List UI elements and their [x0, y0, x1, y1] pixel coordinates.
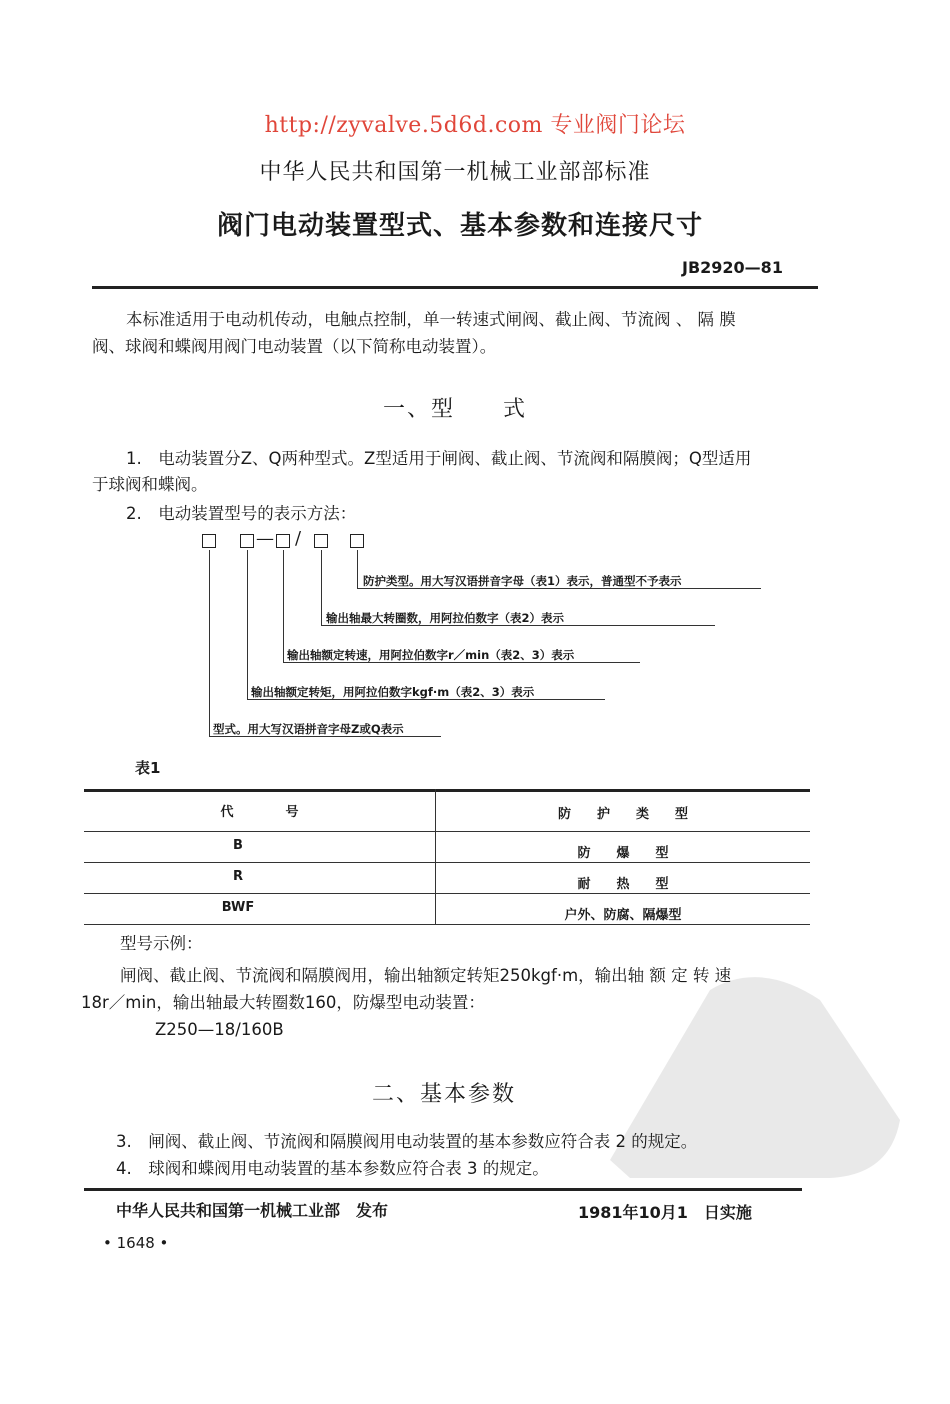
table-row-rule-1 — [84, 862, 810, 863]
annotation-speed: 输出轴额定转速，用阿拉伯数字r／min（表2、3）表示 — [287, 648, 575, 662]
leader-torque — [247, 550, 248, 699]
placeholder-box-type — [202, 534, 216, 548]
leader-type — [209, 550, 210, 736]
item-1-line-2: 于球阀和蝶阀。 — [92, 475, 208, 494]
item-3: 3. 闸阀、截止阀、节流阀和隔膜阀用电动装置的基本参数应符合表 2 的规定。 — [116, 1132, 698, 1151]
table-row-3-code: BWF — [221, 900, 255, 915]
item-4: 4. 球阀和蝶阀用电动装置的基本参数应符合表 3 的规定。 — [116, 1159, 549, 1178]
slash-separator: / — [295, 528, 302, 549]
leader-turns — [321, 550, 322, 625]
item-2: 2. 电动装置型号的表示方法： — [126, 504, 357, 523]
annotation-torque: 输出轴额定转矩，用阿拉伯数字kgf·m（表2、3）表示 — [251, 685, 535, 699]
page-title: 阀门电动装置型式、基本参数和连接尺寸 — [216, 211, 703, 241]
leader-speed — [283, 550, 284, 662]
intro-line-2: 阀、球阀和蝶阀用阀门电动装置（以下简称电动装置）。 — [92, 337, 497, 356]
placeholder-box-protection — [350, 534, 364, 548]
ministry-header: 中华人民共和国第一机械工业部部标准 — [259, 160, 651, 185]
table-top-rule — [84, 789, 810, 792]
section-2-heading: 二、基本参数 — [372, 1082, 517, 1107]
header-rule — [92, 286, 818, 289]
table-row-rule-2 — [84, 893, 810, 894]
annotation-turns: 输出轴最大转圈数，用阿拉伯数字（表2）表示 — [326, 611, 564, 625]
leader-protection — [357, 550, 358, 588]
example-heading: 型号示例： — [120, 934, 203, 953]
annotation-type: 型式。用大写汉语拼音字母Z或Q表示 — [213, 722, 404, 736]
table-row-2-protection: 耐 热 型 — [577, 877, 669, 892]
table-row-1-code: B — [233, 838, 243, 853]
table-1-label: 表1 — [135, 759, 161, 777]
footer-rule — [84, 1188, 802, 1191]
standard-number: JB2920—81 — [682, 258, 783, 277]
intro-line-1: 本标准适用于电动机传动，电触点控制，单一转速式闸阀、截止阀、节流阀 、 隔 膜 — [126, 310, 736, 329]
table-header-rule — [84, 831, 810, 832]
table-row-1-protection: 防 爆 型 — [577, 846, 669, 861]
page-number: • 1648 • — [103, 1234, 169, 1252]
table-row-3-protection: 户外、防腐、隔爆型 — [564, 908, 682, 923]
item-1-line-1: 1. 电动装置分Z、Q两种型式。Z型适用于闸阀、截止阀、节流阀和隔膜阀；Q型适用 — [126, 449, 752, 468]
table-header-code: 代 号 — [220, 805, 299, 820]
example-code: Z250—18/160B — [155, 1020, 284, 1039]
table-header-protection: 防 护 类 型 — [557, 807, 688, 822]
placeholder-box-torque — [240, 534, 254, 548]
section-1-heading: 一、型 式 — [383, 397, 528, 422]
watermark-url: http://zyvalve.5d6d.com 专业阀门论坛 — [264, 113, 686, 138]
table-bottom-rule — [84, 924, 810, 925]
table-row-2-code: R — [232, 869, 243, 884]
footer-issuer: 中华人民共和国第一机械工业部 发布 — [116, 1201, 389, 1220]
footer-effective-date: 1981年10月1 日实施 — [578, 1203, 752, 1222]
example-line-2: 18r／min，输出轴最大转圈数160，防爆型电动装置： — [81, 993, 485, 1012]
example-line-1: 闸阀、截止阀、节流阀和隔膜阀用，输出轴额定转矩250kgf·m，输出轴 额 定 转 速 — [120, 966, 732, 985]
dash-separator: — — [256, 528, 274, 549]
placeholder-box-speed — [276, 534, 290, 548]
placeholder-box-turns — [314, 534, 328, 548]
annotation-protection: 防护类型。用大写汉语拼音字母（表1）表示，普通型不予表示 — [363, 574, 682, 588]
